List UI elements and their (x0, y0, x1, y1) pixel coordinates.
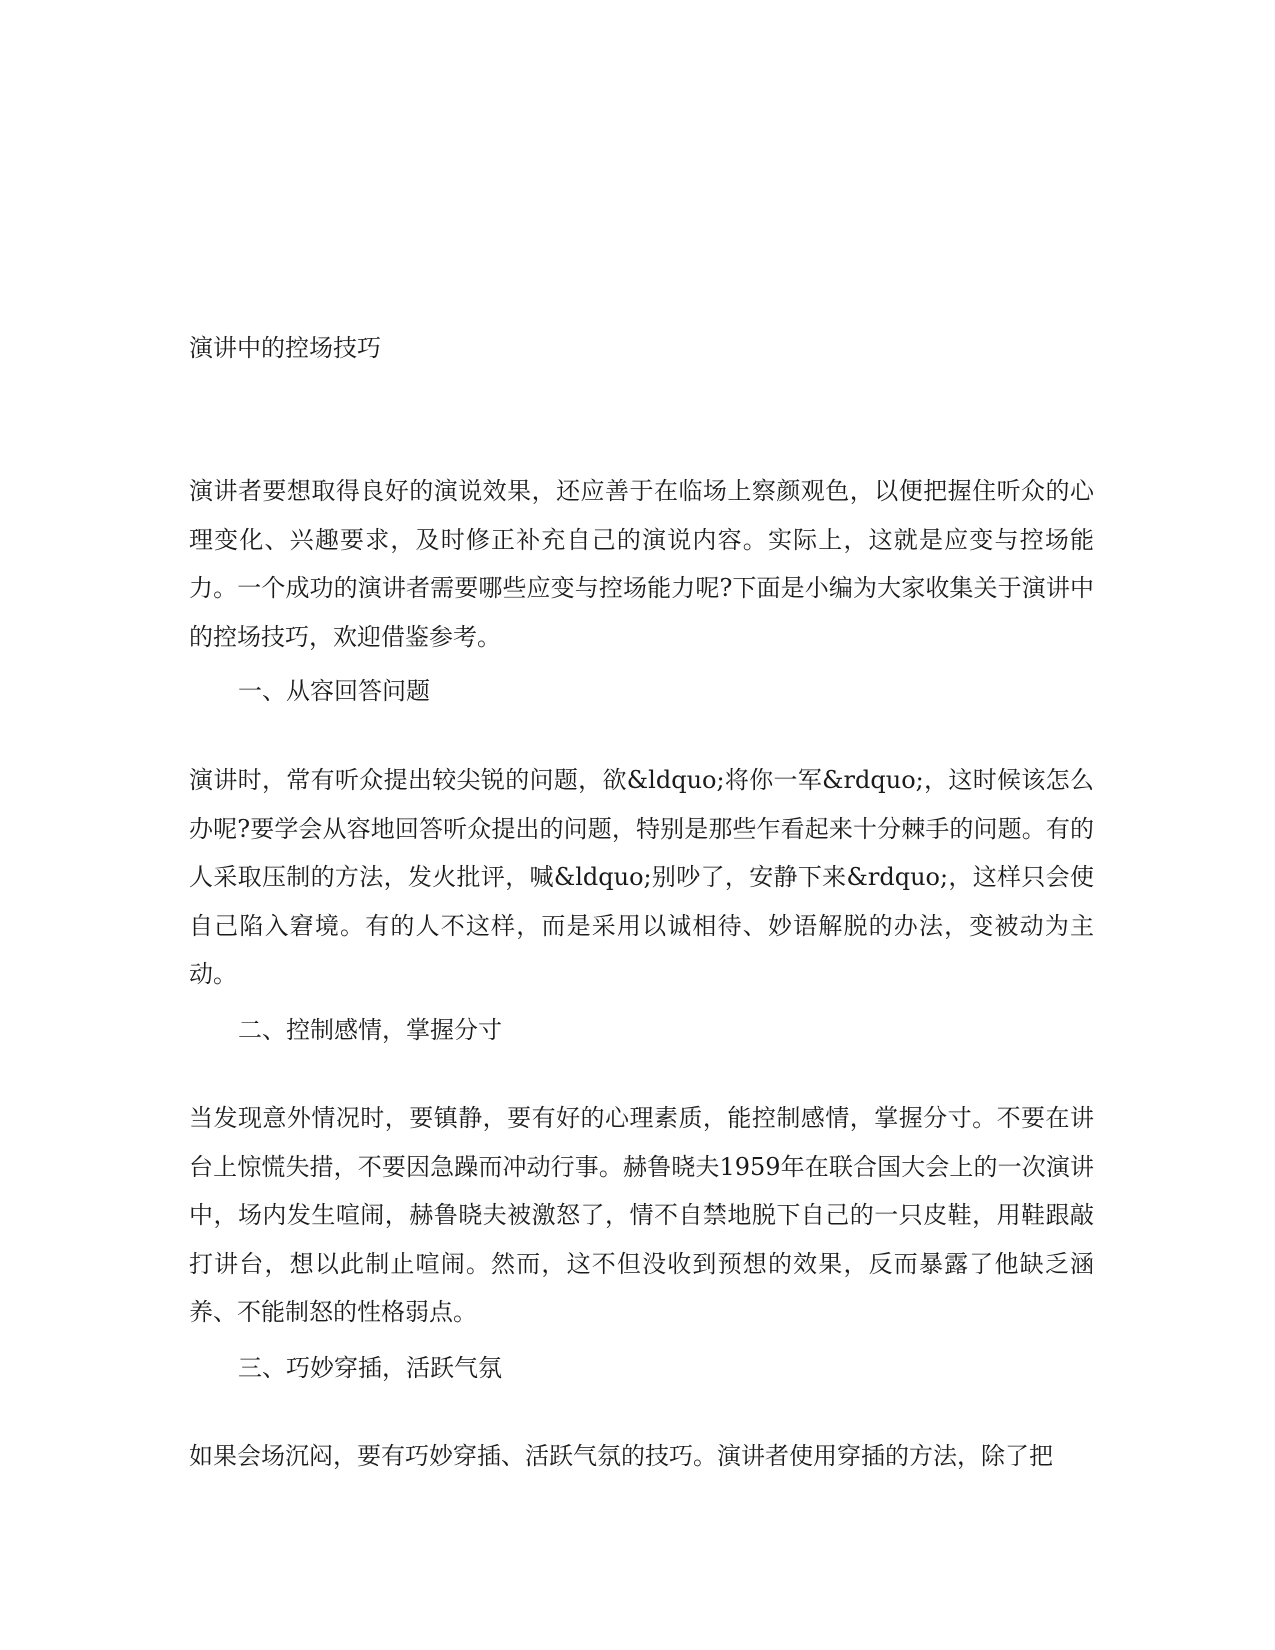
section-body-3: 如果会场沉闷，要有巧妙穿插、活跃气氛的技巧。演讲者使用穿插的方法，除了把 (189, 1442, 1053, 1470)
document-title: 演讲中的控场技巧 (189, 334, 381, 362)
section-heading-3: 三、巧妙穿插，活跃气氛 (238, 1354, 502, 1382)
section-body-1: 演讲时，常有听众提出较尖锐的问题，欲&ldquo;将你一军&rdquo;，这时候该怎么办呢?要学会从容地回答听众提出的问题，特别是那些乍看起来十分棘手的问题。有的人采取压制的方法，发火批评，喊&ldquo;别吵了，安静下来&rdquo;，这样只会使自己陷入窘境。有的人不这样，而是采用以诚相待、妙语解脱的办法，变被动为主动。 (189, 766, 1094, 988)
section-heading-1: 一、从容回答问题 (238, 677, 430, 705)
section-heading-2: 二、控制感情，掌握分寸 (238, 1016, 502, 1044)
intro-paragraph: 演讲者要想取得良好的演说效果，还应善于在临场上察颜观色，以便把握住听众的心理变化、兴趣要求，及时修正补充自己的演说内容。实际上，这就是应变与控场能力。一个成功的演讲者需要哪些应变与控场能力呢?下面是小编为大家收集关于演讲中的控场技巧，欢迎借鉴参考。 (189, 477, 1094, 651)
section-body-2: 当发现意外情况时，要镇静，要有好的心理素质，能控制感情，掌握分寸。不要在讲台上惊慌失措，不要因急躁而冲动行事。赫鲁晓夫1959年在联合国大会上的一次演讲中，场内发生喧闹，赫鲁晓夫被激怒了，情不自禁地脱下自己的一只皮鞋，用鞋跟敲打讲台，想以此制止喧闹。然而，这不但没收到预想的效果，反而暴露了他缺乏涵养、不能制怒的性格弱点。 (189, 1104, 1094, 1326)
